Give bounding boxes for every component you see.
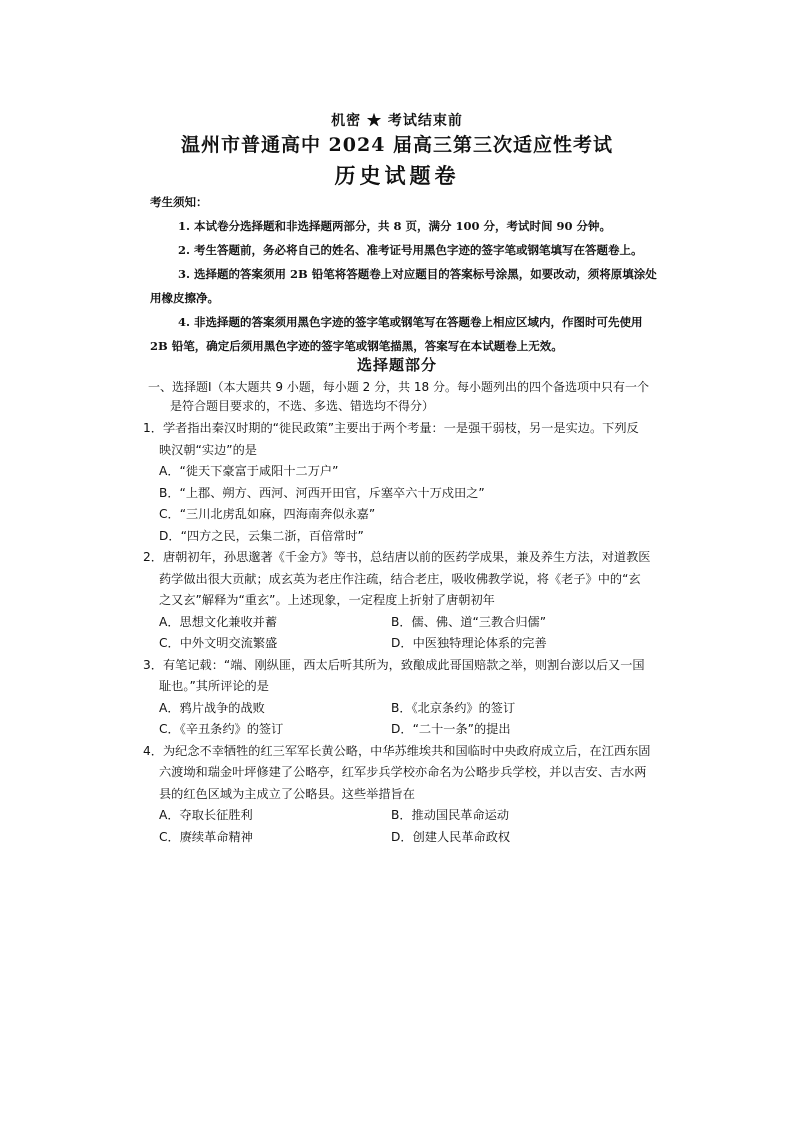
- notice-heading: 考生须知：: [150, 195, 208, 209]
- notice-item: 3. 选择题的答案须用 2B 铅笔将答题卷上对应题目的答案标号涂黑，如要改动，须将原填涂处用橡皮擦净。: [150, 267, 657, 305]
- notice-item: 1. 本试卷分选择题和非选择题两部分，共 8 页，满分 100 分，考试时间 90 分钟。: [178, 219, 612, 233]
- section-title: 选择题部分: [356, 356, 437, 374]
- question-stem: 1．学者指出秦汉时期的“徙民政策”主要出于两个考量：一是强干弱枝，另一是实边。下列反: [143, 421, 639, 435]
- question-2: [143, 547, 678, 655]
- notice-item: 2. 考生答题前，务必将自己的姓名、准考证号用黑色字迹的签字笔或钢笔填写在答题卷上。: [178, 243, 643, 257]
- question-stem: 3．有笔记载：“端、刚纵匪，西太后听其所为，致酿成此哥国赔款之举，则割台澎以后又一国: [143, 657, 645, 672]
- question-stem: 之又玄”解释为“重玄”。上述现象，一定程度上折射了唐朝初年: [159, 593, 495, 607]
- option-a: A．“徙天下豪富于咸阳十二万户”: [159, 464, 339, 478]
- option-d: D．“二十一条”的提出: [391, 722, 511, 736]
- exam-title: 温州市普通高中 2024 届高三第三次适应性考试: [180, 134, 614, 156]
- exam-subtitle: 历史试题卷: [334, 163, 460, 188]
- option-a: A．鸦片战争的战败: [159, 700, 265, 715]
- question-stem: 耻也。”其所评论的是: [159, 679, 269, 693]
- option-grid: [143, 698, 678, 741]
- question-stem: 映汉朝“实边”的是: [159, 442, 257, 457]
- option-a: A．思想文化兼收并蓄: [159, 614, 278, 629]
- option-c: C．中外文明交流繁盛: [159, 636, 278, 650]
- option-d: D．“四方之民，云集二浙，百倍常时”: [159, 528, 364, 543]
- option-b: B．“上郡、朔方、西河、河西开田官，斥塞卒六十万戍田之”: [159, 485, 485, 500]
- question-stem: 县的红色区域为主成立了公略县。这些举措旨在: [159, 786, 415, 801]
- question-stem: 2．唐朝初年，孙思邈著《千金方》等书，总结唐以前的医药学成果，兼及养生方法，对道教医: [143, 550, 651, 564]
- option-a: A．夺取长征胜利: [159, 808, 253, 822]
- option-b: B．《北京条约》的签订: [391, 700, 516, 715]
- question-3: [143, 655, 678, 741]
- candidate-notice: [150, 190, 660, 358]
- question-stem: 药学做出很大贡献；成玄英为老庄作注疏，结合老庄，吸收佛教学说，将《老子》中的“玄: [159, 571, 641, 586]
- option-c: C．《辛丑条约》的签订: [159, 722, 284, 736]
- question-1: [143, 418, 678, 547]
- question-list: [143, 418, 678, 848]
- option-b: B．推动国民革命运动: [391, 808, 510, 822]
- option-d: D．中医独特理论体系的完善: [391, 636, 547, 650]
- part-heading-line: 是符合题目要求的，不选、多选、错选均不得分）: [170, 399, 435, 413]
- option-grid: [143, 805, 678, 848]
- question-stem: 六渡坳和瑞金叶坪修建了公略亭，红军步兵学校亦命名为公略步兵学校，并以吉安、吉水两: [159, 765, 647, 779]
- question-stem: 4．为纪念不幸牺牲的红三军军长黄公略，中华苏维埃共和国临时中央政府成立后，在江西东固: [143, 743, 651, 758]
- option-d: D．创建人民革命政权: [391, 829, 511, 844]
- option-c: C．“三川北虏乱如麻，四海南奔似永嘉”: [159, 507, 376, 521]
- confidential-label: 机密 ★ 考试结束前: [331, 113, 463, 129]
- part-heading: [148, 378, 670, 416]
- option-b: B．儒、佛、道“三教合归儒”: [391, 614, 547, 629]
- part-heading-line: 一、选择题Ⅰ（本大题共 9 小题，每小题 2 分，共 18 分。每小题列出的四个备选项中只有一个: [148, 380, 649, 394]
- notice-item: 4. 非选择题的答案须用黑色字迹的签字笔或钢笔写在答题卷上相应区域内，作图时可先使用 2B 铅笔，确定后须用黑色字迹的签字笔或钢笔描黑，答案写在本试题卷上无效。: [150, 315, 643, 353]
- option-grid: [143, 612, 678, 655]
- question-4: [143, 741, 678, 849]
- option-c: C．赓续革命精神: [159, 829, 253, 844]
